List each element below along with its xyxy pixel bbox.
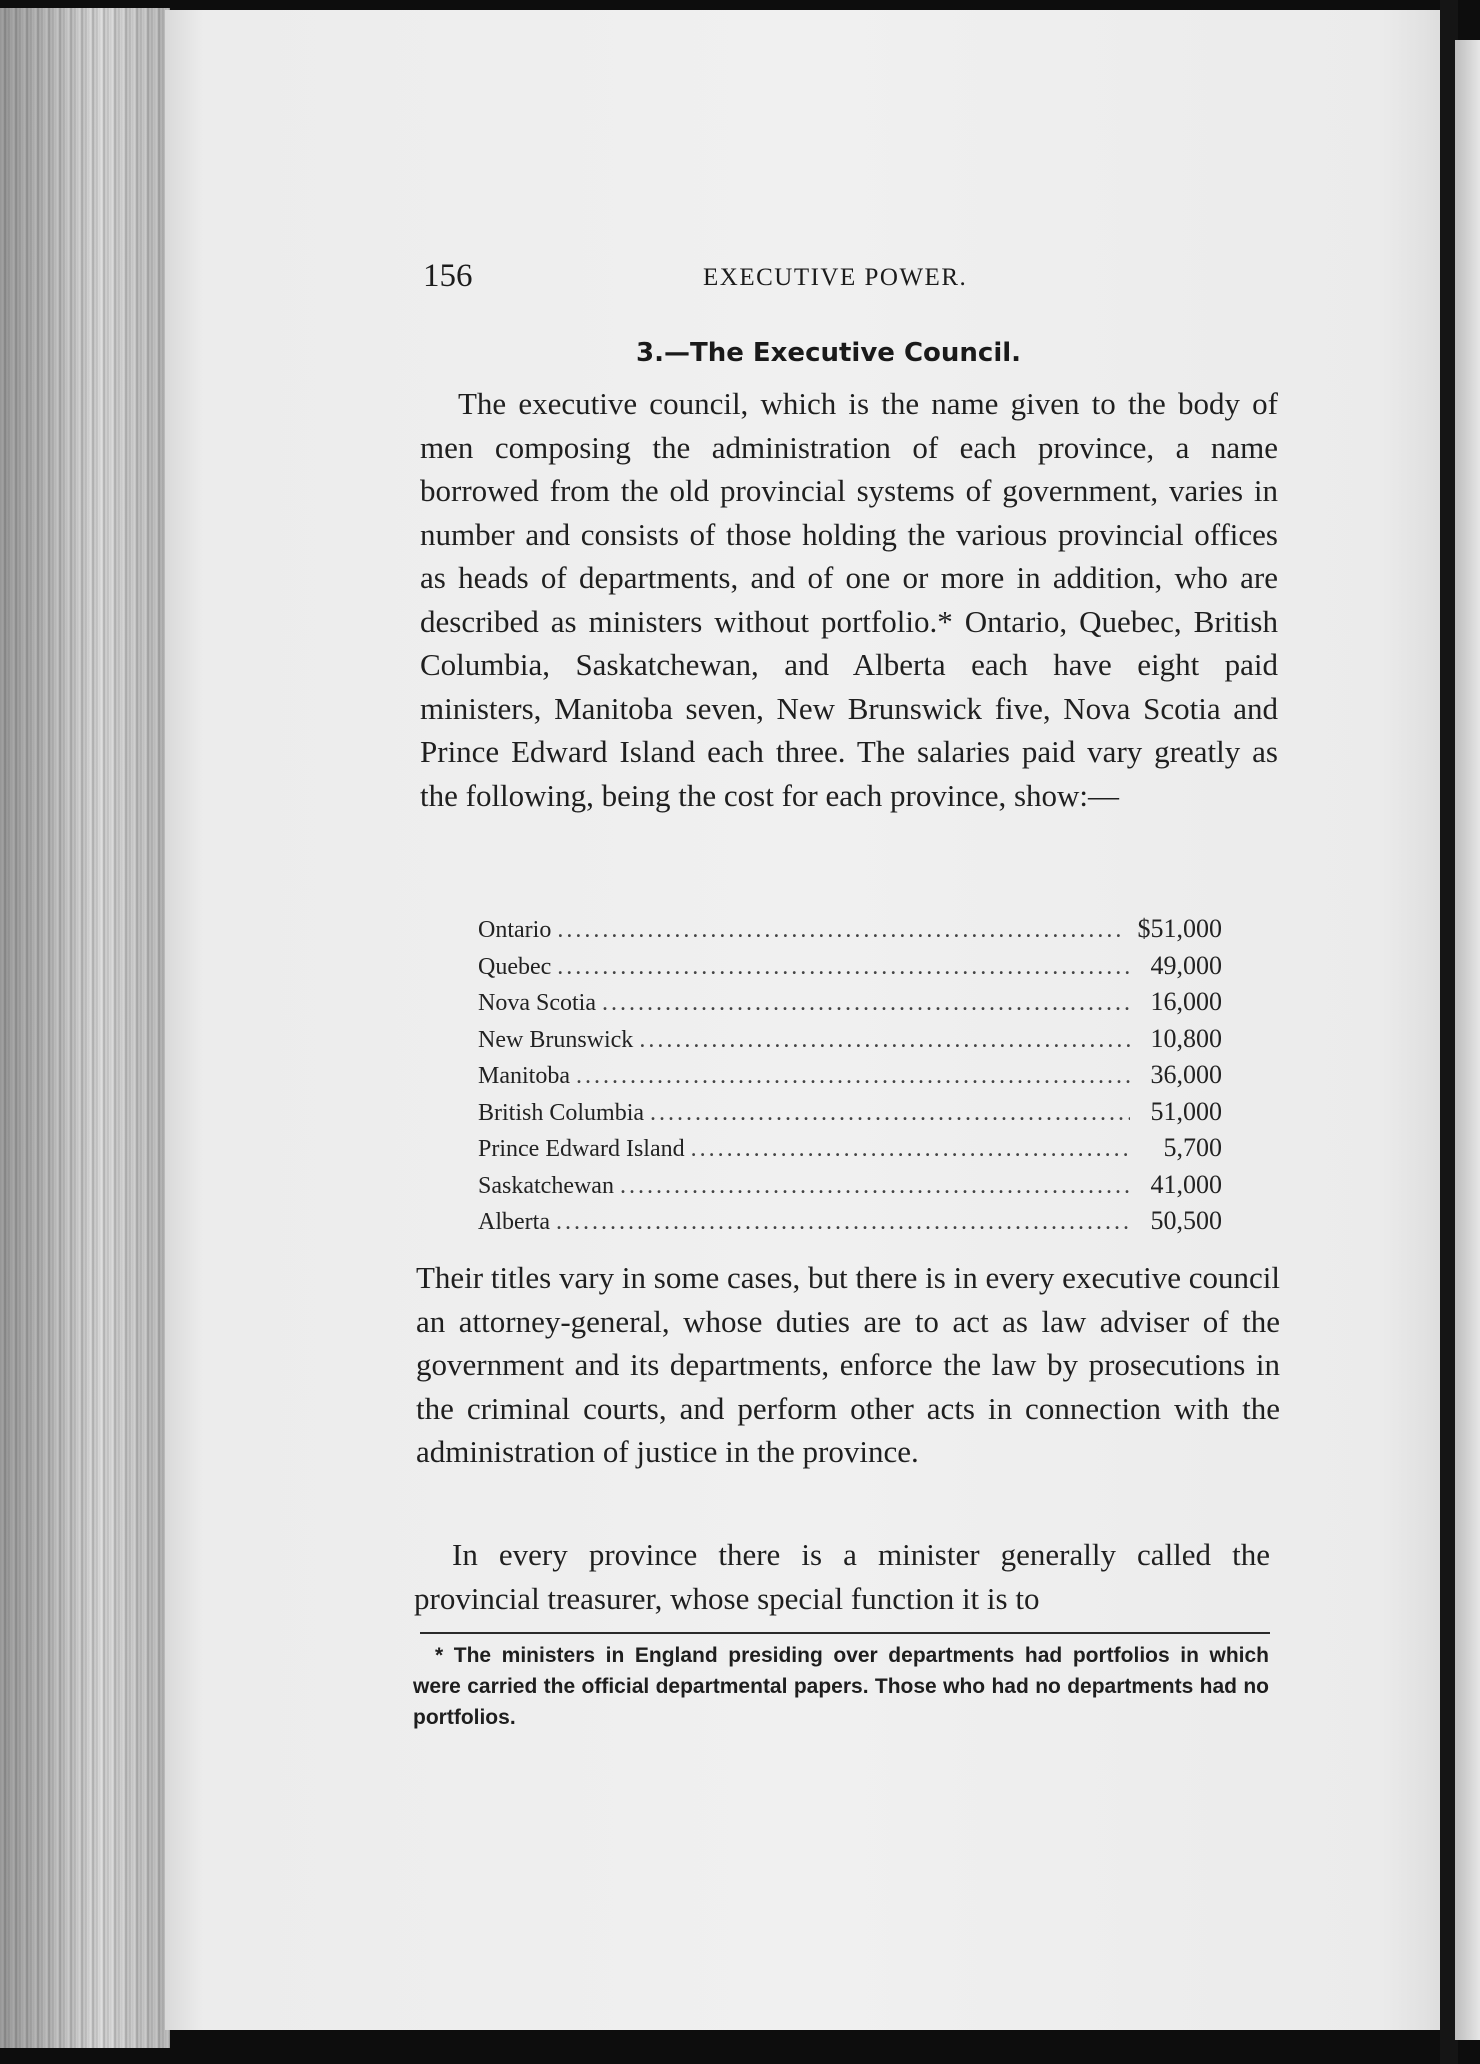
salary-amount: 10,800 [1150, 1023, 1222, 1053]
dot-leader [639, 1027, 1130, 1054]
province-name: Nova Scotia [478, 990, 596, 1016]
dot-leader [557, 954, 1130, 981]
salary-amount: 50,500 [1150, 1206, 1222, 1235]
table-row [478, 1170, 1222, 1207]
section-heading: 3.—The Executive Council. [636, 338, 1022, 368]
salary-amount: 16,000 [1150, 987, 1222, 1016]
salary-amount: 49,000 [1150, 950, 1222, 980]
dot-leader [557, 917, 1125, 944]
salary-amount: 36,000 [1150, 1060, 1222, 1089]
province-name: British Columbia [478, 1099, 645, 1126]
province-name: Ontario [478, 917, 552, 943]
salary-amount: 5,700 [1163, 1133, 1222, 1162]
province-name: Alberta [478, 1209, 550, 1235]
dot-leader [691, 1136, 1130, 1163]
salary-amount: $51,000 [1137, 914, 1222, 943]
table-row [478, 1060, 1222, 1097]
dot-leader [576, 1063, 1130, 1090]
province-name: Saskatchewan [478, 1172, 614, 1199]
dot-leader [602, 990, 1130, 1017]
table-row [478, 1024, 1222, 1061]
table-row [478, 1133, 1222, 1170]
body-paragraph-1: The executive council, which is the name given to the body of men composing the administration of each province, a name borrowed from the old provincial systems of government, varies in number and consists of those holding the various provincial offices as heads of departments, and of one or more in addition, who are described as ministers without portfolio.* Ontario, Quebec, British Columbia, Saskatchewan, and Alberta each have eight paid ministers, Manitoba seven, New Brunswick five, Nova Scotia and Prince Edward Island each three. The salaries paid vary greatly as the following, being the cost for each province, show:— [420, 386, 1278, 813]
running-head [423, 258, 1283, 308]
salary-table [478, 914, 1222, 1243]
province-name: Manitoba [478, 1063, 570, 1089]
footnote-rule [420, 1632, 1270, 1634]
table-row [478, 1206, 1222, 1243]
province-name: New Brunswick [478, 1026, 634, 1053]
page-edges-shadow [0, 8, 170, 2048]
dot-leader [650, 1100, 1130, 1127]
running-title: EXECUTIVE POWER. [703, 264, 968, 291]
body-paragraph-2: Their titles vary in some cases, but there is in every executive council an attorney-general, whose duties are to act as law adviser of the government and its departments, enforce the law by prosecutions in the criminal courts, and perform other acts in connection with the administration of justice in the province. [416, 1260, 1280, 1469]
table-row [478, 914, 1222, 951]
province-name: Prince Edward Island [478, 1136, 685, 1162]
salary-amount: 41,000 [1150, 1169, 1222, 1199]
province-name: Quebec [478, 953, 552, 980]
dot-leader [556, 1209, 1130, 1236]
next-page-sliver [1455, 40, 1480, 2040]
table-row [478, 1097, 1222, 1134]
footnote: * The ministers in England presiding over departments had portfolios in which were carried the official departmental papers. Those who had no departments had no portfolios. [413, 1644, 1269, 1729]
table-row [478, 987, 1222, 1024]
salary-amount: 51,000 [1150, 1096, 1222, 1126]
dot-leader [620, 1173, 1130, 1200]
page-number: 156 [423, 258, 473, 294]
body-paragraph-3: In every province there is a minister generally called the provincial treasurer, whose special function it is to [414, 1537, 1270, 1616]
table-row [478, 951, 1222, 988]
